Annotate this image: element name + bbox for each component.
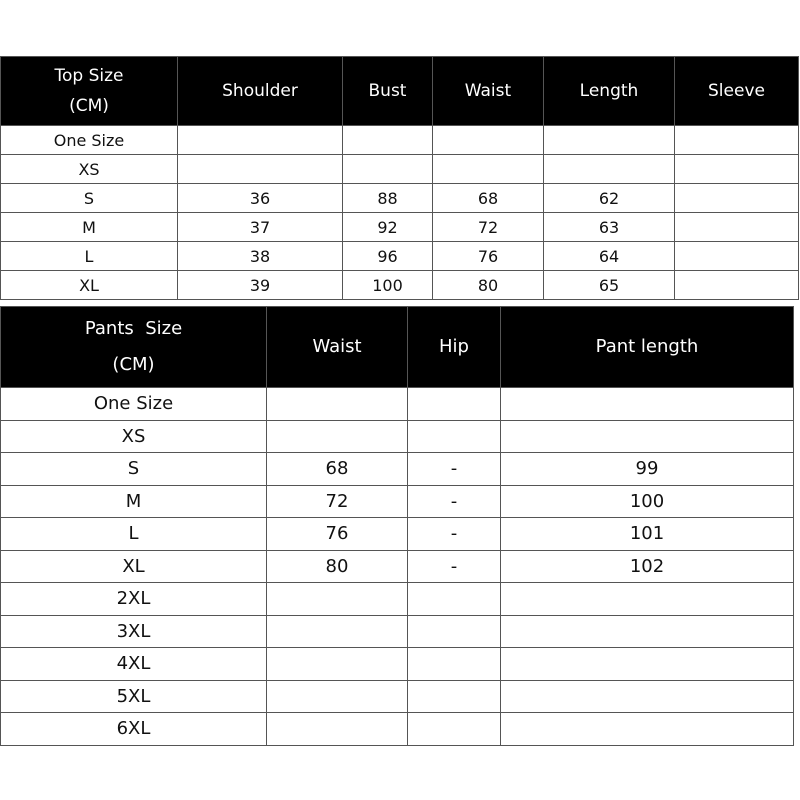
pants-size-table [0, 306, 794, 746]
pants-size-cell: XS [1, 420, 267, 453]
pants-value-cell [408, 713, 501, 746]
top-col-bust: Bust [343, 57, 433, 126]
top-value-cell [433, 126, 544, 155]
pants-value-cell [501, 648, 794, 681]
top-size-cell: XS [1, 155, 178, 184]
pants-value-cell [267, 615, 408, 648]
pants-value-cell [501, 388, 794, 421]
pants-value-cell [501, 420, 794, 453]
top-value-cell: 72 [433, 213, 544, 242]
top-value-cell: 76 [433, 242, 544, 271]
pants-value-cell [408, 388, 501, 421]
pants-value-cell [408, 420, 501, 453]
top-value-cell [343, 126, 433, 155]
top-col-sleeve: Sleeve [675, 57, 799, 126]
pants-size-cell: 5XL [1, 680, 267, 713]
pants-value-cell: 72 [267, 485, 408, 518]
top-value-cell [675, 126, 799, 155]
pants-header-row [1, 307, 794, 388]
top-col-waist: Waist [433, 57, 544, 126]
pants-row [1, 388, 794, 421]
top-value-cell [178, 126, 343, 155]
pants-row [1, 420, 794, 453]
top-size-header-unit: (CM) [69, 96, 109, 116]
pants-value-cell [501, 680, 794, 713]
pants-size-cell: 3XL [1, 615, 267, 648]
top-value-cell [178, 155, 343, 184]
top-value-cell: 39 [178, 271, 343, 300]
pants-row [1, 518, 794, 551]
pants-value-cell: 101 [501, 518, 794, 551]
pants-value-cell [501, 583, 794, 616]
top-value-cell: 92 [343, 213, 433, 242]
pants-value-cell [267, 648, 408, 681]
pants-size-cell: 6XL [1, 713, 267, 746]
top-value-cell [544, 126, 675, 155]
top-value-cell [675, 271, 799, 300]
pants-value-cell [267, 583, 408, 616]
top-size-cell: One Size [1, 126, 178, 155]
top-value-cell: 64 [544, 242, 675, 271]
top-size-cell: M [1, 213, 178, 242]
top-row [1, 242, 799, 271]
pants-value-cell: - [408, 518, 501, 551]
top-value-cell: 36 [178, 184, 343, 213]
pants-value-cell [267, 388, 408, 421]
top-value-cell: 88 [343, 184, 433, 213]
pants-value-cell [501, 615, 794, 648]
pants-value-cell: 99 [501, 453, 794, 486]
top-value-cell: 37 [178, 213, 343, 242]
top-value-cell: 100 [343, 271, 433, 300]
pants-value-cell: 100 [501, 485, 794, 518]
top-value-cell [675, 184, 799, 213]
pants-value-cell: - [408, 485, 501, 518]
pants-value-cell [408, 648, 501, 681]
top-value-cell [544, 155, 675, 184]
top-header-row [1, 57, 799, 126]
top-size-header-title: Top Size [54, 66, 124, 86]
top-value-cell: 65 [544, 271, 675, 300]
top-value-cell [675, 242, 799, 271]
pants-value-cell: 76 [267, 518, 408, 551]
top-value-cell [433, 155, 544, 184]
pants-col-length: Pant length [501, 307, 794, 388]
pants-value-cell: 68 [267, 453, 408, 486]
pants-size-header [1, 307, 267, 388]
top-value-cell: 63 [544, 213, 675, 242]
top-value-cell [675, 213, 799, 242]
top-value-cell: 38 [178, 242, 343, 271]
top-value-cell: 96 [343, 242, 433, 271]
top-col-length: Length [544, 57, 675, 126]
pants-value-cell [408, 583, 501, 616]
pants-value-cell [408, 615, 501, 648]
pants-row [1, 615, 794, 648]
pants-col-hip: Hip [408, 307, 501, 388]
pants-row [1, 648, 794, 681]
top-size-cell: L [1, 242, 178, 271]
top-size-table [0, 56, 799, 300]
pants-row [1, 680, 794, 713]
pants-value-cell [267, 713, 408, 746]
top-value-cell: 62 [544, 184, 675, 213]
pants-size-cell: 4XL [1, 648, 267, 681]
pants-col-waist: Waist [267, 307, 408, 388]
top-col-shoulder: Shoulder [178, 57, 343, 126]
pants-value-cell [267, 680, 408, 713]
pants-value-cell: - [408, 550, 501, 583]
top-row [1, 126, 799, 155]
top-row [1, 184, 799, 213]
top-size-header [1, 57, 178, 126]
top-row [1, 213, 799, 242]
top-value-cell: 68 [433, 184, 544, 213]
pants-value-cell: 80 [267, 550, 408, 583]
pants-value-cell [408, 680, 501, 713]
pants-value-cell: - [408, 453, 501, 486]
pants-row [1, 583, 794, 616]
pants-size-cell: XL [1, 550, 267, 583]
top-size-cell: S [1, 184, 178, 213]
pants-size-cell: One Size [1, 388, 267, 421]
top-value-cell [343, 155, 433, 184]
pants-size-header-unit: (CM) [112, 354, 155, 375]
pants-size-cell: S [1, 453, 267, 486]
pants-row [1, 550, 794, 583]
pants-size-header-title: Pants Size [84, 318, 183, 339]
pants-row [1, 485, 794, 518]
pants-value-cell [267, 420, 408, 453]
pants-row [1, 453, 794, 486]
pants-size-cell: 2XL [1, 583, 267, 616]
pants-size-cell: M [1, 485, 267, 518]
pants-size-cell: L [1, 518, 267, 551]
pants-value-cell: 102 [501, 550, 794, 583]
top-value-cell [675, 155, 799, 184]
top-size-cell: XL [1, 271, 178, 300]
top-row [1, 155, 799, 184]
top-row [1, 271, 799, 300]
pants-value-cell [501, 713, 794, 746]
pants-row [1, 713, 794, 746]
top-value-cell: 80 [433, 271, 544, 300]
